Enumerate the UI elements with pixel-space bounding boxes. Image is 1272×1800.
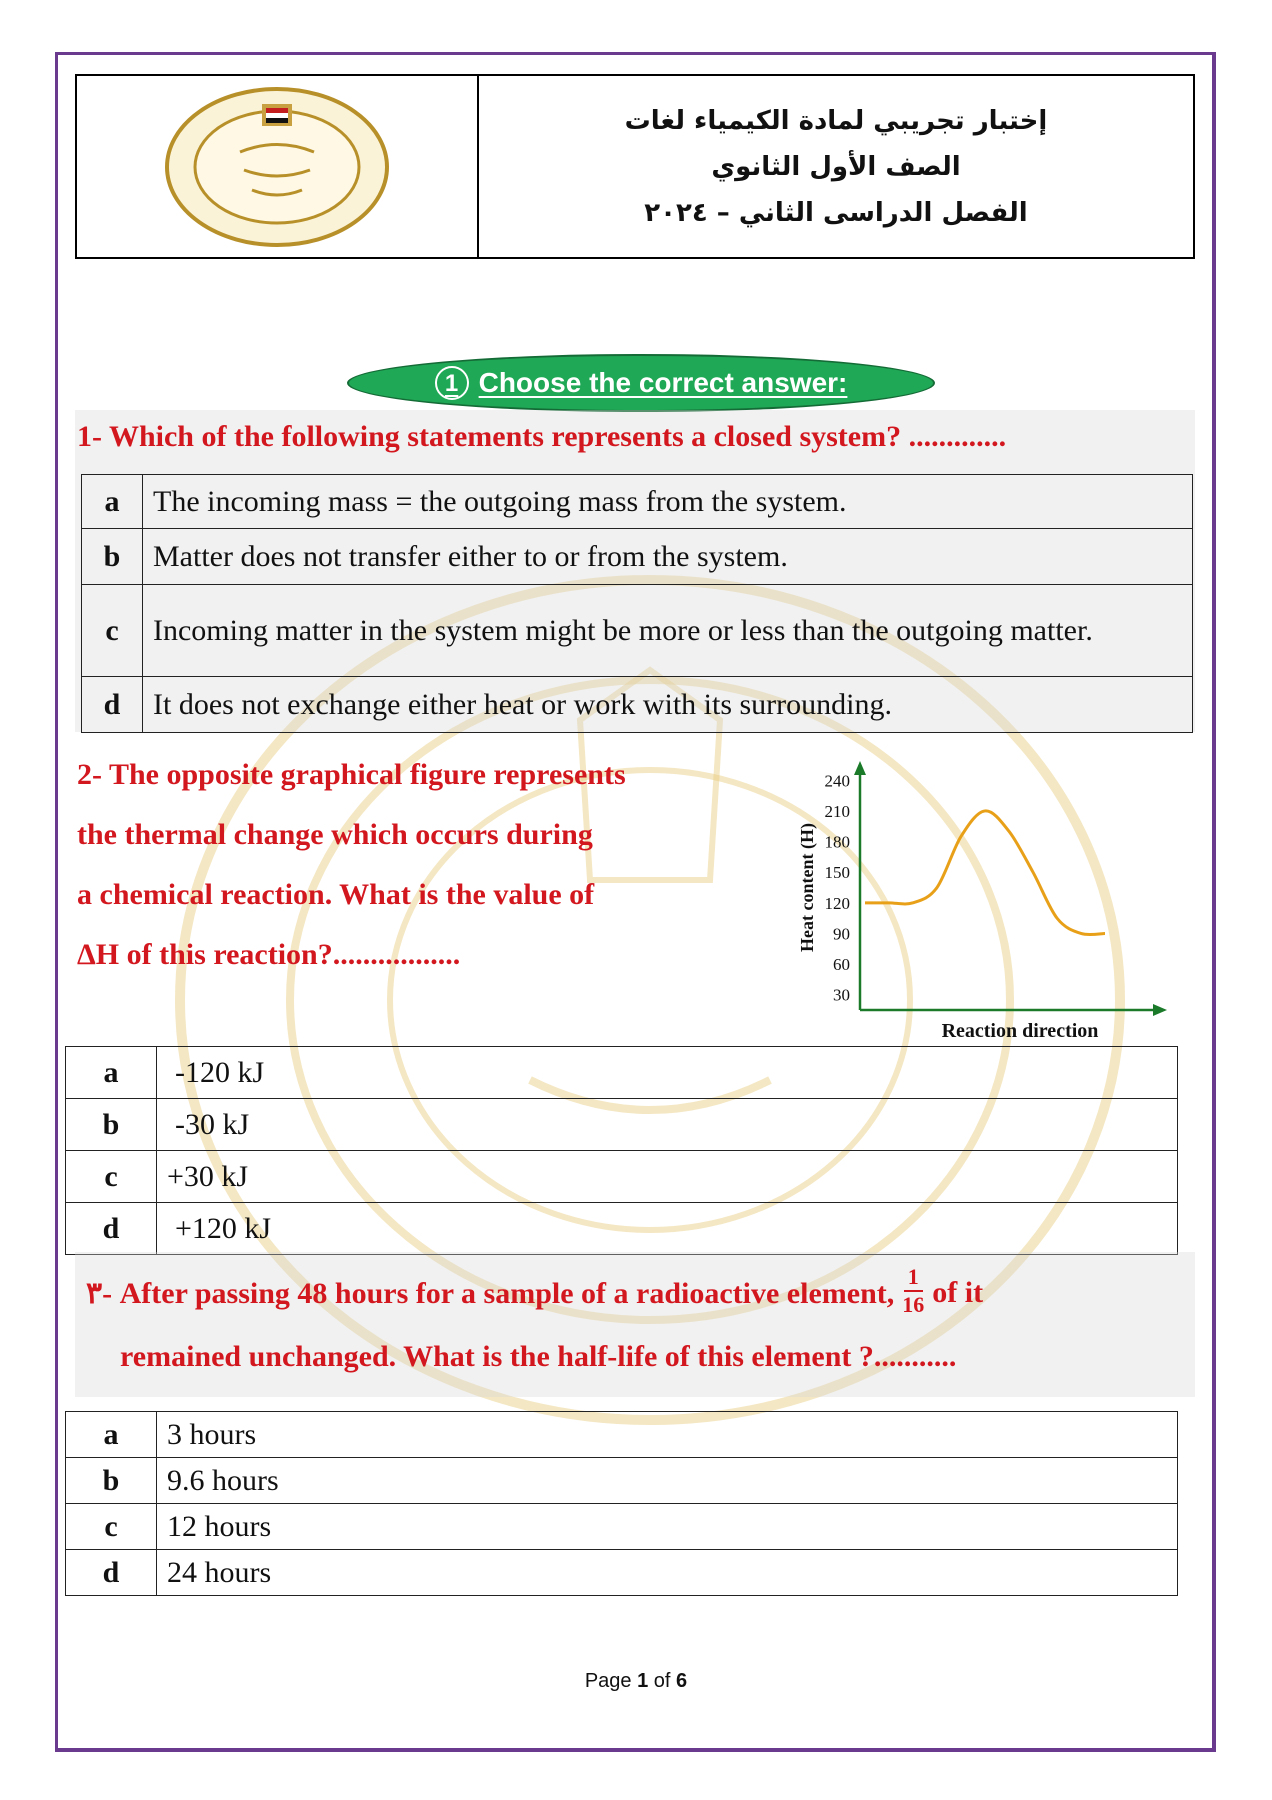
q3-prefix: ٣- After passing 48 hours for a sample of a radioactive element, xyxy=(86,1276,895,1310)
header-title-cell xyxy=(479,76,1193,257)
heat-content-chart xyxy=(785,755,1185,1045)
y-tick-label: 180 xyxy=(824,832,850,852)
option-letter: d xyxy=(66,1203,157,1255)
q1-options-table xyxy=(81,474,1193,733)
q2-line3: a chemical reaction. What is the value of xyxy=(77,878,595,911)
fraction-denominator: 16 xyxy=(902,1292,925,1317)
option-text: +30 kJ xyxy=(157,1151,1178,1203)
q1-text: 1- Which of the following statements represents a closed system? ............. xyxy=(77,420,1007,453)
q3-line1 xyxy=(86,1264,984,1318)
term-title: الفصل الدراسى الثاني – ٢٠٢٤ xyxy=(644,197,1028,228)
q3-option-row[interactable] xyxy=(66,1550,1178,1596)
y-tick-label: 240 xyxy=(824,771,850,791)
option-text: 12 hours xyxy=(157,1504,1178,1550)
footer-current-page: 1 xyxy=(637,1670,649,1692)
q1-option-row[interactable] xyxy=(82,585,1193,677)
q1-option-row[interactable] xyxy=(82,529,1193,585)
x-axis-label: Reaction direction xyxy=(941,1020,1099,1042)
q2-line2: the thermal change which occurs during xyxy=(77,818,593,851)
q2-option-row[interactable] xyxy=(66,1099,1178,1151)
option-text: Matter does not transfer either to or from the system. xyxy=(143,529,1193,585)
option-text: -30 kJ xyxy=(157,1099,1178,1151)
y-axis-arrow xyxy=(854,761,866,775)
q2-option-row[interactable] xyxy=(66,1047,1178,1099)
section-title: Choose the correct answer: xyxy=(478,367,848,398)
option-letter: b xyxy=(66,1458,157,1504)
fraction-numerator: 1 xyxy=(904,1266,923,1292)
option-letter: b xyxy=(66,1099,157,1151)
page-footer xyxy=(0,1670,1272,1693)
option-text: 9.6 hours xyxy=(157,1458,1178,1504)
q2-option-row[interactable] xyxy=(66,1203,1178,1255)
option-text: +120 kJ xyxy=(157,1203,1178,1255)
y-tick-label: 90 xyxy=(833,924,850,944)
grade-title: الصف الأول الثانوي xyxy=(711,151,961,182)
option-text: -120 kJ xyxy=(157,1047,1178,1099)
q3-options-table xyxy=(65,1411,1178,1596)
heat-content-curve xyxy=(865,811,1105,935)
y-tick-label: 60 xyxy=(833,955,850,975)
section-number: 1 xyxy=(435,366,469,400)
option-letter: c xyxy=(66,1504,157,1550)
x-axis-arrow xyxy=(1153,1004,1167,1016)
footer-page-label: Page xyxy=(584,1670,632,1692)
option-text: 3 hours xyxy=(157,1412,1178,1458)
section-heading xyxy=(347,354,935,412)
exam-title: إختبار تجريبي لمادة الكيمياء لغات xyxy=(624,105,1048,136)
q3-line2: remained unchanged. What is the half-life of this element ?........... xyxy=(120,1340,957,1373)
q2-line1: 2- The opposite graphical figure represents xyxy=(77,758,626,791)
q2-line4: ΔH of this reaction?................. xyxy=(77,938,461,971)
y-tick-label: 30 xyxy=(833,985,850,1005)
q2-options-table xyxy=(65,1046,1178,1255)
header-box xyxy=(75,74,1195,259)
option-text: Incoming matter in the system might be more or less than the outgoing matter. xyxy=(143,585,1193,677)
y-tick-label: 150 xyxy=(824,863,850,883)
q2-option-row[interactable] xyxy=(66,1151,1178,1203)
y-tick-label: 120 xyxy=(824,893,850,913)
q3-option-row[interactable] xyxy=(66,1412,1178,1458)
q1-option-row[interactable] xyxy=(82,475,1193,529)
footer-total-pages: 6 xyxy=(676,1670,688,1692)
option-letter: d xyxy=(82,677,143,733)
q1-option-row[interactable] xyxy=(82,677,1193,733)
ministry-logo xyxy=(162,82,392,252)
option-text: 24 hours xyxy=(157,1550,1178,1596)
option-text: It does not exchange either heat or work with its surrounding. xyxy=(143,677,1193,733)
option-text: The incoming mass = the outgoing mass from the system. xyxy=(143,475,1193,529)
q3-option-row[interactable] xyxy=(66,1504,1178,1550)
option-letter: a xyxy=(82,475,143,529)
q3-suffix: of it xyxy=(932,1276,984,1309)
y-axis-label: Heat content (H) xyxy=(797,823,817,952)
y-tick-label: 210 xyxy=(824,801,850,821)
option-letter: a xyxy=(66,1047,157,1099)
option-letter: c xyxy=(82,585,143,677)
footer-of-label: of xyxy=(653,1670,671,1692)
option-letter: b xyxy=(82,529,143,585)
q3-option-row[interactable] xyxy=(66,1458,1178,1504)
option-letter: d xyxy=(66,1550,157,1596)
option-letter: a xyxy=(66,1412,157,1458)
ministry-logo-cell xyxy=(77,76,479,257)
fraction xyxy=(902,1266,924,1316)
option-letter: c xyxy=(66,1151,157,1203)
